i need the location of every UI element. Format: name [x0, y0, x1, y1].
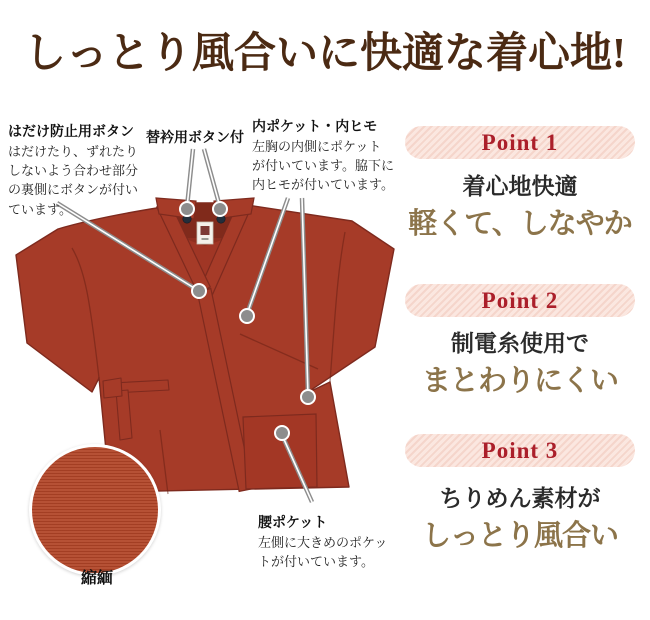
point2-highlight: まとわりにくい	[421, 365, 618, 397]
point3-highlight: しっとり風合い	[421, 520, 618, 552]
inner-pocket-body: 左胸の内側にポケットが付いています。脇下に内ヒモが付いています。	[252, 139, 394, 193]
point3-pill	[405, 434, 635, 467]
point1-label: Point 1	[481, 130, 559, 155]
fabric-swatch-label: 縮緬	[80, 570, 113, 587]
fasten-button-body: はだけたり、ずれたりしないよう合わせ部分の裏側にボタンが付いています。	[8, 144, 139, 217]
annotation-dot-hip-pocket	[275, 426, 289, 440]
point2-label: Point 2	[481, 288, 559, 313]
point3-label: Point 3	[481, 438, 559, 463]
hip-pocket-body: 左側に大きめのポケットが付いています。	[258, 535, 388, 570]
fabric-swatch-circle	[29, 444, 161, 576]
collar-button-heading: 替衿用ボタン付	[146, 129, 244, 145]
hip-pocket-heading: 腰ポケット	[258, 514, 328, 530]
point1-pill	[405, 126, 635, 159]
inner-pocket-heading: 内ポケット・内ヒモ	[252, 118, 378, 134]
brand-tag	[197, 222, 213, 244]
page-title: しっとり風合いに快適な着心地!	[24, 31, 626, 77]
point2-pill	[405, 284, 635, 317]
point3-subtitle: ちりめん素材が	[439, 485, 601, 511]
annotation-dot-inner-himo	[301, 390, 315, 404]
annotation-dot-collar-left	[180, 202, 194, 216]
annotation-dot-fasten	[192, 284, 206, 298]
point1-highlight: 軽くて、しなやか	[408, 208, 632, 240]
point1-subtitle: 着心地快適	[462, 173, 578, 199]
hip-pocket-shape	[243, 414, 317, 489]
annotation-dot-collar-right	[213, 202, 227, 216]
annotation-dot-inner-pocket	[240, 309, 254, 323]
point2-subtitle: 制電糸使用で	[451, 330, 589, 356]
fasten-button-heading: はだけ防止用ボタン	[8, 123, 134, 139]
